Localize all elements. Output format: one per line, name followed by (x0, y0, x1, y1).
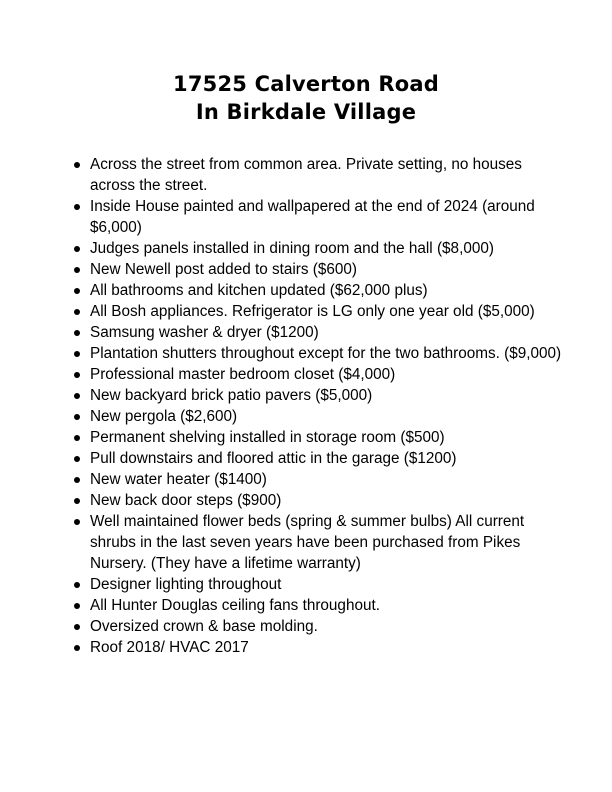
list-item-text: Across the street from common area. Private setting, no houses across the street. (90, 156, 522, 194)
list-item (90, 469, 570, 490)
bullet-icon (74, 456, 80, 462)
list-item-text: All Hunter Douglas ceiling fans throughout. (90, 597, 380, 614)
list-item (90, 448, 570, 469)
bullet-icon (74, 246, 80, 252)
list-item (90, 574, 570, 595)
feature-list (90, 154, 570, 658)
list-item-text: Permanent shelving installed in storage room ($500) (90, 429, 445, 446)
list-item-text: Designer lighting throughout (90, 576, 282, 593)
list-item (90, 238, 570, 259)
bullet-icon (74, 477, 80, 483)
list-item-text: New backyard brick patio pavers ($5,000) (90, 387, 373, 404)
list-item-text: New pergola ($2,600) (90, 408, 238, 425)
list-item-text: New water heater ($1400) (90, 471, 267, 488)
list-item-text: Inside House painted and wallpapered at the end of 2024 (around $6,000) (90, 198, 535, 236)
title-line-address: 17525 Calverton Road (173, 72, 439, 96)
bullet-icon (74, 372, 80, 378)
bullet-icon (74, 603, 80, 609)
list-item-text: Roof 2018/ HVAC 2017 (90, 639, 249, 656)
list-item (90, 490, 570, 511)
list-item-text: All bathrooms and kitchen updated ($62,000 plus) (90, 282, 428, 299)
list-item (90, 385, 570, 406)
list-item (90, 427, 570, 448)
list-item (90, 406, 570, 427)
bullet-icon (74, 582, 80, 588)
list-item-text: New Newell post added to stairs ($600) (90, 261, 357, 278)
title-line-community: In Birkdale Village (195, 100, 417, 124)
list-item-text: Judges panels installed in dining room and the hall ($8,000) (90, 240, 494, 257)
list-item-text: New back door steps ($900) (90, 492, 282, 509)
page-title (0, 70, 612, 126)
list-item (90, 322, 570, 343)
list-item-text: All Bosh appliances. Refrigerator is LG only one year old ($5,000) (90, 303, 535, 320)
list-item-text: Pull downstairs and floored attic in the garage ($1200) (90, 450, 457, 467)
bullet-icon (74, 624, 80, 630)
list-item-text: Well maintained flower beds (spring & summer bulbs) All current shrubs in the last seven years have been purchased from Pikes Nursery. (They have a lifetime warranty) (90, 513, 525, 572)
list-item (90, 616, 570, 637)
list-item-text: Professional master bedroom closet ($4,000) (90, 366, 396, 383)
list-item (90, 637, 570, 658)
list-item (90, 511, 570, 574)
list-item (90, 196, 570, 238)
bullet-icon (74, 645, 80, 651)
bullet-icon (74, 519, 80, 525)
list-item (90, 595, 570, 616)
list-item (90, 364, 570, 385)
bullet-icon (74, 309, 80, 315)
list-item (90, 280, 570, 301)
bullet-icon (74, 351, 80, 357)
list-item-text: Samsung washer & dryer ($1200) (90, 324, 319, 341)
bullet-icon (74, 435, 80, 441)
bullet-icon (74, 498, 80, 504)
bullet-icon (74, 162, 80, 168)
list-item (90, 154, 570, 196)
bullet-icon (74, 393, 80, 399)
bullet-icon (74, 204, 80, 210)
bullet-icon (74, 414, 80, 420)
bullet-icon (74, 330, 80, 336)
list-item-text: Plantation shutters throughout except for the two bathrooms. ($9,000) (90, 345, 562, 362)
list-item (90, 301, 570, 322)
bullet-icon (74, 288, 80, 294)
bullet-icon (74, 267, 80, 273)
list-item-text: Oversized crown & base molding. (90, 618, 318, 635)
list-item (90, 259, 570, 280)
list-item (90, 343, 570, 364)
